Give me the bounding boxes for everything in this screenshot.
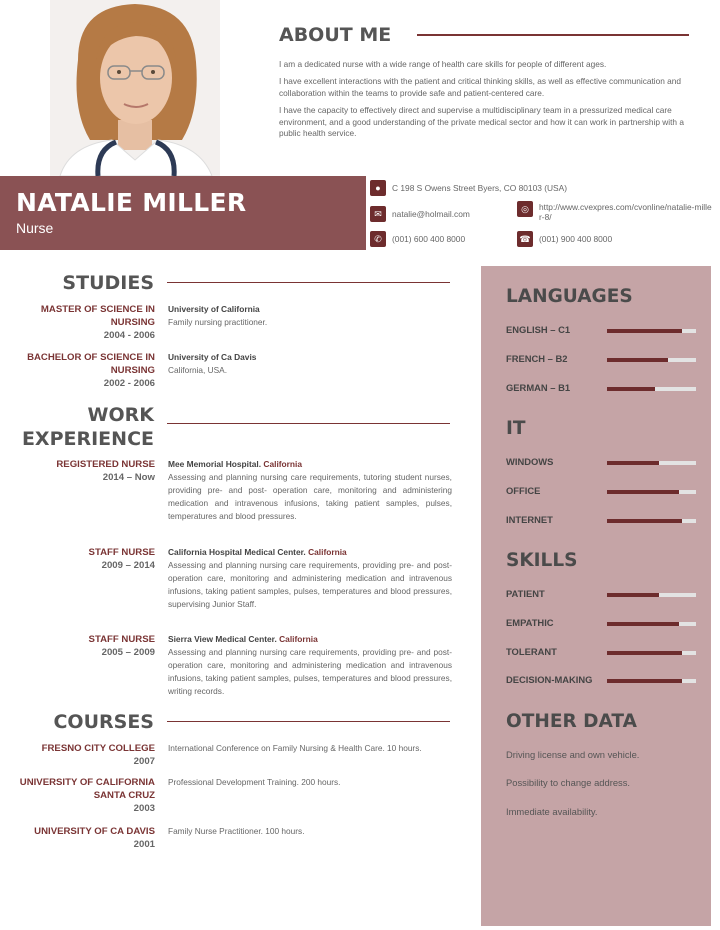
profile-photo [50, 0, 220, 176]
skill-bar [607, 622, 696, 626]
contact-email[interactable]: ✉ natalie@holmail.com [370, 206, 510, 222]
course-year: 2003 [133, 803, 155, 814]
work-title: WORK EXPERIENCE [21, 404, 154, 450]
about-paragraph: I am a dedicated nurse with a wide range of health care skills for people of different ages. [279, 59, 607, 69]
work-employer: Sierra View Medical Center. California [168, 634, 318, 644]
work-dates: 2009 – 2014 [101, 560, 155, 571]
work-description: Assessing and planning nursing care requirements, tutoring student nurses, providing pre- and post- operation care, monitoring and administering medication and intravenous infusions, taking patient samples, pulses, temperatures and blood pressures. [168, 472, 452, 521]
about-divider [417, 34, 689, 36]
work-position: REGISTERED NURSE [56, 459, 155, 470]
work-divider [167, 423, 450, 424]
study-description: California, USA. [168, 365, 228, 375]
globe-icon: ◎ [517, 201, 533, 217]
work-position: STAFF NURSE [88, 634, 155, 645]
about-paragraph: I have the capacity to effectively direct and supervise a multidisciplinary team in a pressurized medical care environment, and a good understanding of the private medical sector and how it can work in partnership with a public health service. [279, 105, 684, 139]
fax-icon: ☎ [517, 231, 533, 247]
study-institution: University of California [168, 304, 260, 314]
other-data-item: Immediate availability. [506, 806, 598, 817]
name-banner [0, 176, 366, 250]
course-description: International Conference on Family Nursing & Health Care. 10 hours. [168, 743, 422, 753]
map-marker-icon: ● [370, 180, 386, 196]
candidate-name: NATALIE MILLER [16, 188, 247, 217]
course-school: UNIVERSITY OF CALIFORNIA SANTA CRUZ [19, 777, 155, 801]
skill-bar [607, 519, 696, 523]
work-dates: 2014 – Now [102, 472, 155, 483]
candidate-role: Nurse [16, 220, 54, 236]
courses-title: COURSES [53, 711, 154, 733]
contact-website[interactable]: ◎ http://www.cvexpres.com/cvonline/natalie-miller-8/ [517, 201, 713, 222]
other-data-item: Possibility to change address. [506, 777, 631, 788]
work-dates: 2005 – 2009 [101, 647, 155, 658]
it-skill: OFFICE [506, 485, 701, 497]
study-description: Family nursing practitioner. [168, 317, 268, 327]
course-school: FRESNO CITY COLLEGE [41, 743, 155, 754]
skill-bar [607, 387, 696, 391]
study-institution: University of Ca Davis [168, 352, 257, 362]
course-year: 2007 [133, 756, 155, 767]
skill-bar [607, 490, 696, 494]
language-skill: ENGLISH – C1 [506, 324, 701, 336]
language-skill: FRENCH – B2 [506, 353, 701, 365]
language-skill: GERMAN – B1 [506, 382, 701, 394]
soft-skill: DECISION-MAKING [506, 674, 701, 686]
contact-fax: ☎ (001) 900 400 8000 [517, 231, 707, 247]
study-dates: 2004 - 2006 [103, 330, 155, 341]
studies-title: STUDIES [62, 272, 154, 294]
course-description: Family Nurse Practitioner. 100 hours. [168, 826, 305, 836]
courses-divider [167, 721, 450, 722]
soft-skill: EMPATHIC [506, 617, 701, 629]
skill-bar [607, 593, 696, 597]
phone-icon: ✆ [370, 231, 386, 247]
soft-skill: PATIENT [506, 588, 701, 600]
it-title: IT [506, 418, 526, 439]
study-dates: 2002 - 2006 [103, 378, 155, 389]
study-degree: BACHELOR OF SCIENCE IN NURSING [27, 352, 155, 376]
work-header [0, 403, 154, 451]
work-description: Assessing and planning nursing care requirements, providing pre- and post- operation care, monitoring and administering medication and intravenous infusions, taking patient samples, pulses, temperatures and blood pressures, supervising Junior Staff. [168, 560, 452, 609]
skill-bar [607, 329, 696, 333]
contact-phone: ✆ (001) 600 400 8000 [370, 231, 510, 247]
other-data-item: Driving license and own vehicle. [506, 749, 640, 760]
about-section [279, 24, 699, 139]
work-employer: Mee Memorial Hospital. California [168, 459, 303, 469]
course-year: 2001 [133, 839, 155, 850]
work-position: STAFF NURSE [88, 547, 155, 558]
envelope-icon: ✉ [370, 206, 386, 222]
other-data-title: OTHER DATA [506, 711, 637, 732]
skill-bar [607, 358, 696, 362]
work-description: Assessing and planning nursing care requirements, providing pre- and post- operation care, monitoring and administering medication and intravenous infusions, taking patient samples, pulses, temperatures and blood pressures, writing records. [168, 647, 452, 696]
it-skill: INTERNET [506, 514, 701, 526]
skills-panel [481, 266, 711, 926]
skill-bar [607, 461, 696, 465]
skills-title: SKILLS [506, 550, 578, 571]
course-description: Professional Development Training. 200 hours. [168, 777, 341, 787]
languages-title: LANGUAGES [506, 286, 633, 307]
course-school: UNIVERSITY OF CA DAVIS [34, 826, 155, 837]
it-skill: WINDOWS [506, 456, 701, 468]
about-paragraph: I have excellent interactions with the patient and critical thinking skills, as well as effective communication and collaboration within the teams to provide safe and patient-centered care. [279, 76, 681, 98]
about-title: ABOUT ME [279, 24, 392, 46]
soft-skill: TOLERANT [506, 646, 701, 658]
contact-address: ● C 198 S Owens Street Byers, CO 80103 (USA) [370, 180, 710, 196]
skill-bar [607, 679, 696, 683]
studies-header [0, 271, 154, 295]
courses-header [0, 710, 154, 734]
study-degree: MASTER OF SCIENCE IN NURSING [40, 304, 155, 328]
skill-bar [607, 651, 696, 655]
work-employer: California Hospital Medical Center. California [168, 547, 347, 557]
studies-divider [167, 282, 450, 283]
